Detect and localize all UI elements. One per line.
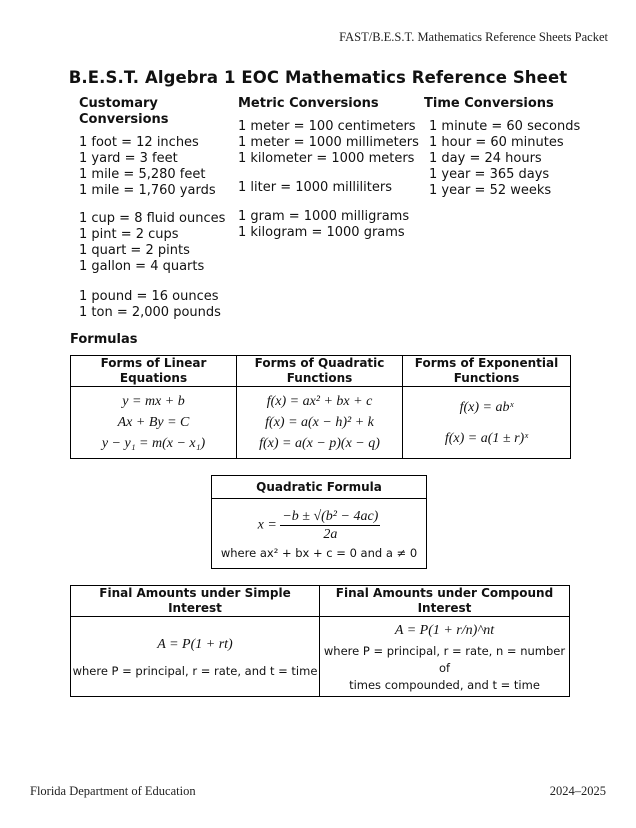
conversion-item: 1 meter = 100 centimeters xyxy=(238,119,416,134)
simple-interest-formula: A = P(1 + rt) xyxy=(157,636,233,652)
fraction xyxy=(280,508,380,543)
running-header: FAST/B.E.S.T. Mathematics Reference Sheets Packet xyxy=(339,30,608,44)
footer-publisher: Florida Department of Education xyxy=(30,784,196,798)
denominator: 2a xyxy=(323,526,338,542)
customary-weight-list xyxy=(79,289,221,321)
conversion-item: 1 kilometer = 1000 meters xyxy=(238,151,415,166)
metric-heading: Metric Conversions xyxy=(238,96,379,111)
conversion-item: 1 liter = 1000 milliliters xyxy=(238,180,392,195)
interest-table xyxy=(70,585,570,697)
conversion-item: 1 mile = 5,280 feet xyxy=(79,167,206,182)
conversion-item: 1 meter = 1000 millimeters xyxy=(238,135,419,150)
quadratic-formula-cell xyxy=(212,499,427,569)
conversion-item: 1 pound = 16 ounces xyxy=(79,289,219,304)
conversion-item: 1 pint = 2 cups xyxy=(79,227,179,242)
quadratic-formula-box xyxy=(211,475,427,569)
metric-conversions xyxy=(238,96,379,112)
conversion-item: 1 year = 365 days xyxy=(429,167,550,182)
conversion-item: 1 year = 52 weeks xyxy=(429,183,552,198)
conversion-item: 1 gram = 1000 milligrams xyxy=(238,209,410,224)
time-heading: Time Conversions xyxy=(424,96,554,111)
quadratic-formula xyxy=(212,508,426,543)
compound-interest-header: Final Amounts under Compound Interest xyxy=(320,586,570,617)
customary-heading-1: Customary xyxy=(79,96,158,111)
customary-heading-2: Conversions xyxy=(79,112,169,127)
metric-length-list xyxy=(238,119,419,167)
formula: f(x) = a(x − h)² + k xyxy=(265,415,374,430)
metric-volume-list xyxy=(238,180,392,196)
simple-interest-note: where P = principal, r = rate, and t = time xyxy=(72,663,318,678)
compound-interest-formula: A = P(1 + r/n)^nt xyxy=(394,622,495,638)
numerator: −b ± √(b² − 4ac) xyxy=(282,508,379,524)
conversion-item: 1 cup = 8 fluid ounces xyxy=(79,211,226,226)
formula: f(x) = abˣ xyxy=(459,399,514,415)
formula: f(x) = ax² + bx + c xyxy=(266,394,373,409)
quadratic-forms-cell xyxy=(237,387,403,459)
compound-interest-cell xyxy=(320,617,570,697)
formula: f(x) = a(1 ± r)ˣ xyxy=(444,430,529,446)
simple-interest-cell xyxy=(71,617,320,697)
forms-table xyxy=(70,355,571,459)
conversion-item: 1 kilogram = 1000 grams xyxy=(238,225,405,240)
formula: y − y₁ = m(x − x₁) xyxy=(101,436,206,451)
formula-lhs: x = xyxy=(257,517,277,533)
formulas-heading: Formulas xyxy=(70,332,138,347)
conversion-item: 1 mile = 1,760 yards xyxy=(79,183,216,198)
conversion-item: 1 hour = 60 minutes xyxy=(429,135,564,150)
formula: Ax + By = C xyxy=(117,415,190,430)
conversion-item: 1 gallon = 4 quarts xyxy=(79,259,205,274)
conversion-item: 1 ton = 2,000 pounds xyxy=(79,305,221,320)
metric-mass-list xyxy=(238,209,409,241)
compound-interest-note-1: where P = principal, r = rate, n = number of xyxy=(323,643,566,675)
conversion-item: 1 quart = 2 pints xyxy=(79,243,190,258)
compound-interest-note-2: times compounded, and t = time xyxy=(349,677,540,692)
simple-interest-header: Final Amounts under Simple Interest xyxy=(71,586,320,617)
customary-volume-list xyxy=(79,211,225,275)
quadratic-condition: where ax² + bx + c = 0 and a ≠ 0 xyxy=(220,545,418,560)
exponential-forms-cell xyxy=(403,387,571,459)
quadratic-header: Forms of Quadratic Functions xyxy=(237,356,403,387)
formula: f(x) = a(x − p)(x − q) xyxy=(259,436,380,451)
conversion-item: 1 yard = 3 feet xyxy=(79,151,178,166)
quadratic-formula-header: Quadratic Formula xyxy=(212,476,427,499)
exponential-header: Forms of Exponential Functions xyxy=(403,356,571,387)
linear-header: Forms of Linear Equations xyxy=(71,356,237,387)
customary-length-list xyxy=(79,135,216,199)
footer-year: 2024–2025 xyxy=(549,784,606,798)
conversion-item: 1 foot = 12 inches xyxy=(79,135,199,150)
linear-forms-cell xyxy=(71,387,237,459)
conversion-item: 1 day = 24 hours xyxy=(429,151,542,166)
time-conversions xyxy=(424,96,554,112)
page-title: B.E.S.T. Algebra 1 EOC Mathematics Reference Sheet xyxy=(68,68,568,87)
formula: y = mx + b xyxy=(122,394,185,409)
time-list xyxy=(429,119,580,199)
conversion-item: 1 minute = 60 seconds xyxy=(429,119,581,134)
customary-conversions xyxy=(79,96,169,128)
